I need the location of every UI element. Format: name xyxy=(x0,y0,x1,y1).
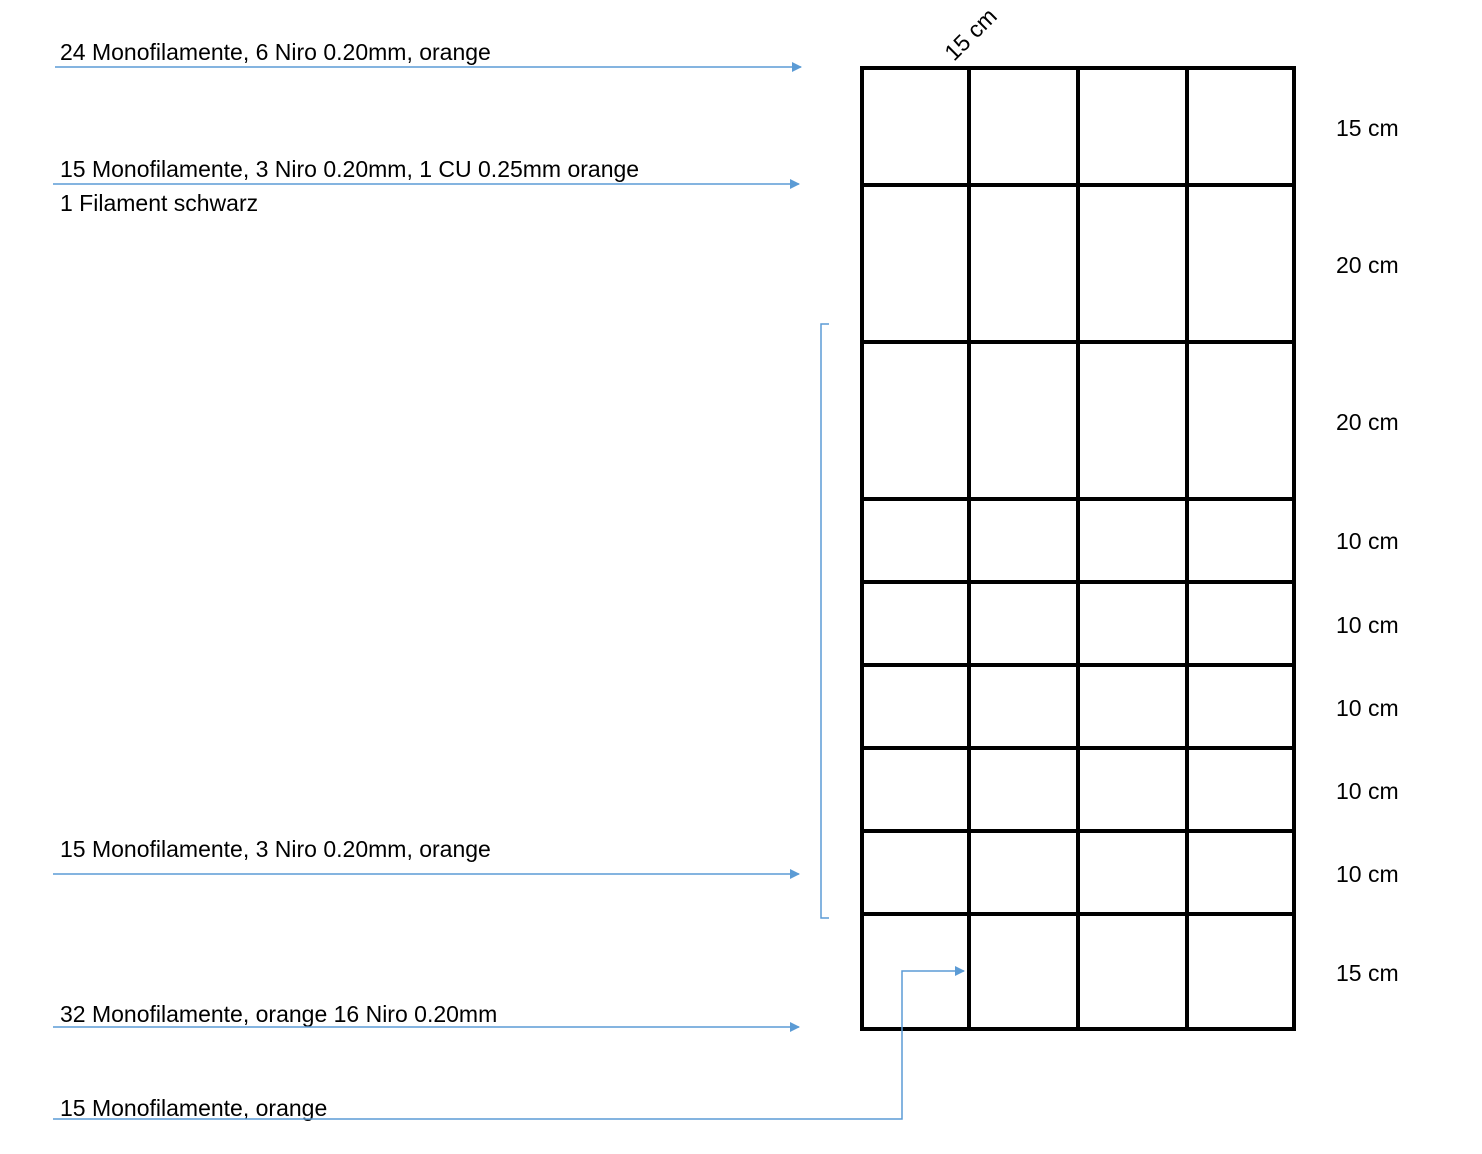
annotation-label: 1 Filament schwarz xyxy=(60,190,259,216)
row-height-label: 10 cm xyxy=(1336,612,1399,638)
row-height-label: 10 cm xyxy=(1336,528,1399,554)
annotation-arrows xyxy=(53,67,964,1119)
annotation-label: 15 Monofilamente, orange xyxy=(60,1095,328,1121)
annotation-label: 15 Monofilamente, 3 Niro 0.20mm, orange xyxy=(60,836,491,862)
row-height-label: 20 cm xyxy=(1336,409,1399,435)
grid xyxy=(860,66,1296,1031)
row-height-label: 10 cm xyxy=(1336,861,1399,887)
row-height-labels xyxy=(1336,115,1399,986)
annotation-label: 15 Monofilamente, 3 Niro 0.20mm, 1 CU 0.25mm orange xyxy=(60,156,640,182)
row-height-label: 20 cm xyxy=(1336,252,1399,278)
annotation-label: 32 Monofilamente, orange 16 Niro 0.20mm xyxy=(60,1001,498,1027)
row-height-label: 10 cm xyxy=(1336,695,1399,721)
annotation-label: 24 Monofilamente, 6 Niro 0.20mm, orange xyxy=(60,39,491,65)
row-height-label: 15 cm xyxy=(1336,115,1399,141)
bracket xyxy=(821,324,829,918)
row-height-label: 10 cm xyxy=(1336,778,1399,804)
row-height-label: 15 cm xyxy=(1336,960,1399,986)
column-width-label: 15 cm xyxy=(939,2,1002,66)
annotation-labels xyxy=(60,39,639,1121)
